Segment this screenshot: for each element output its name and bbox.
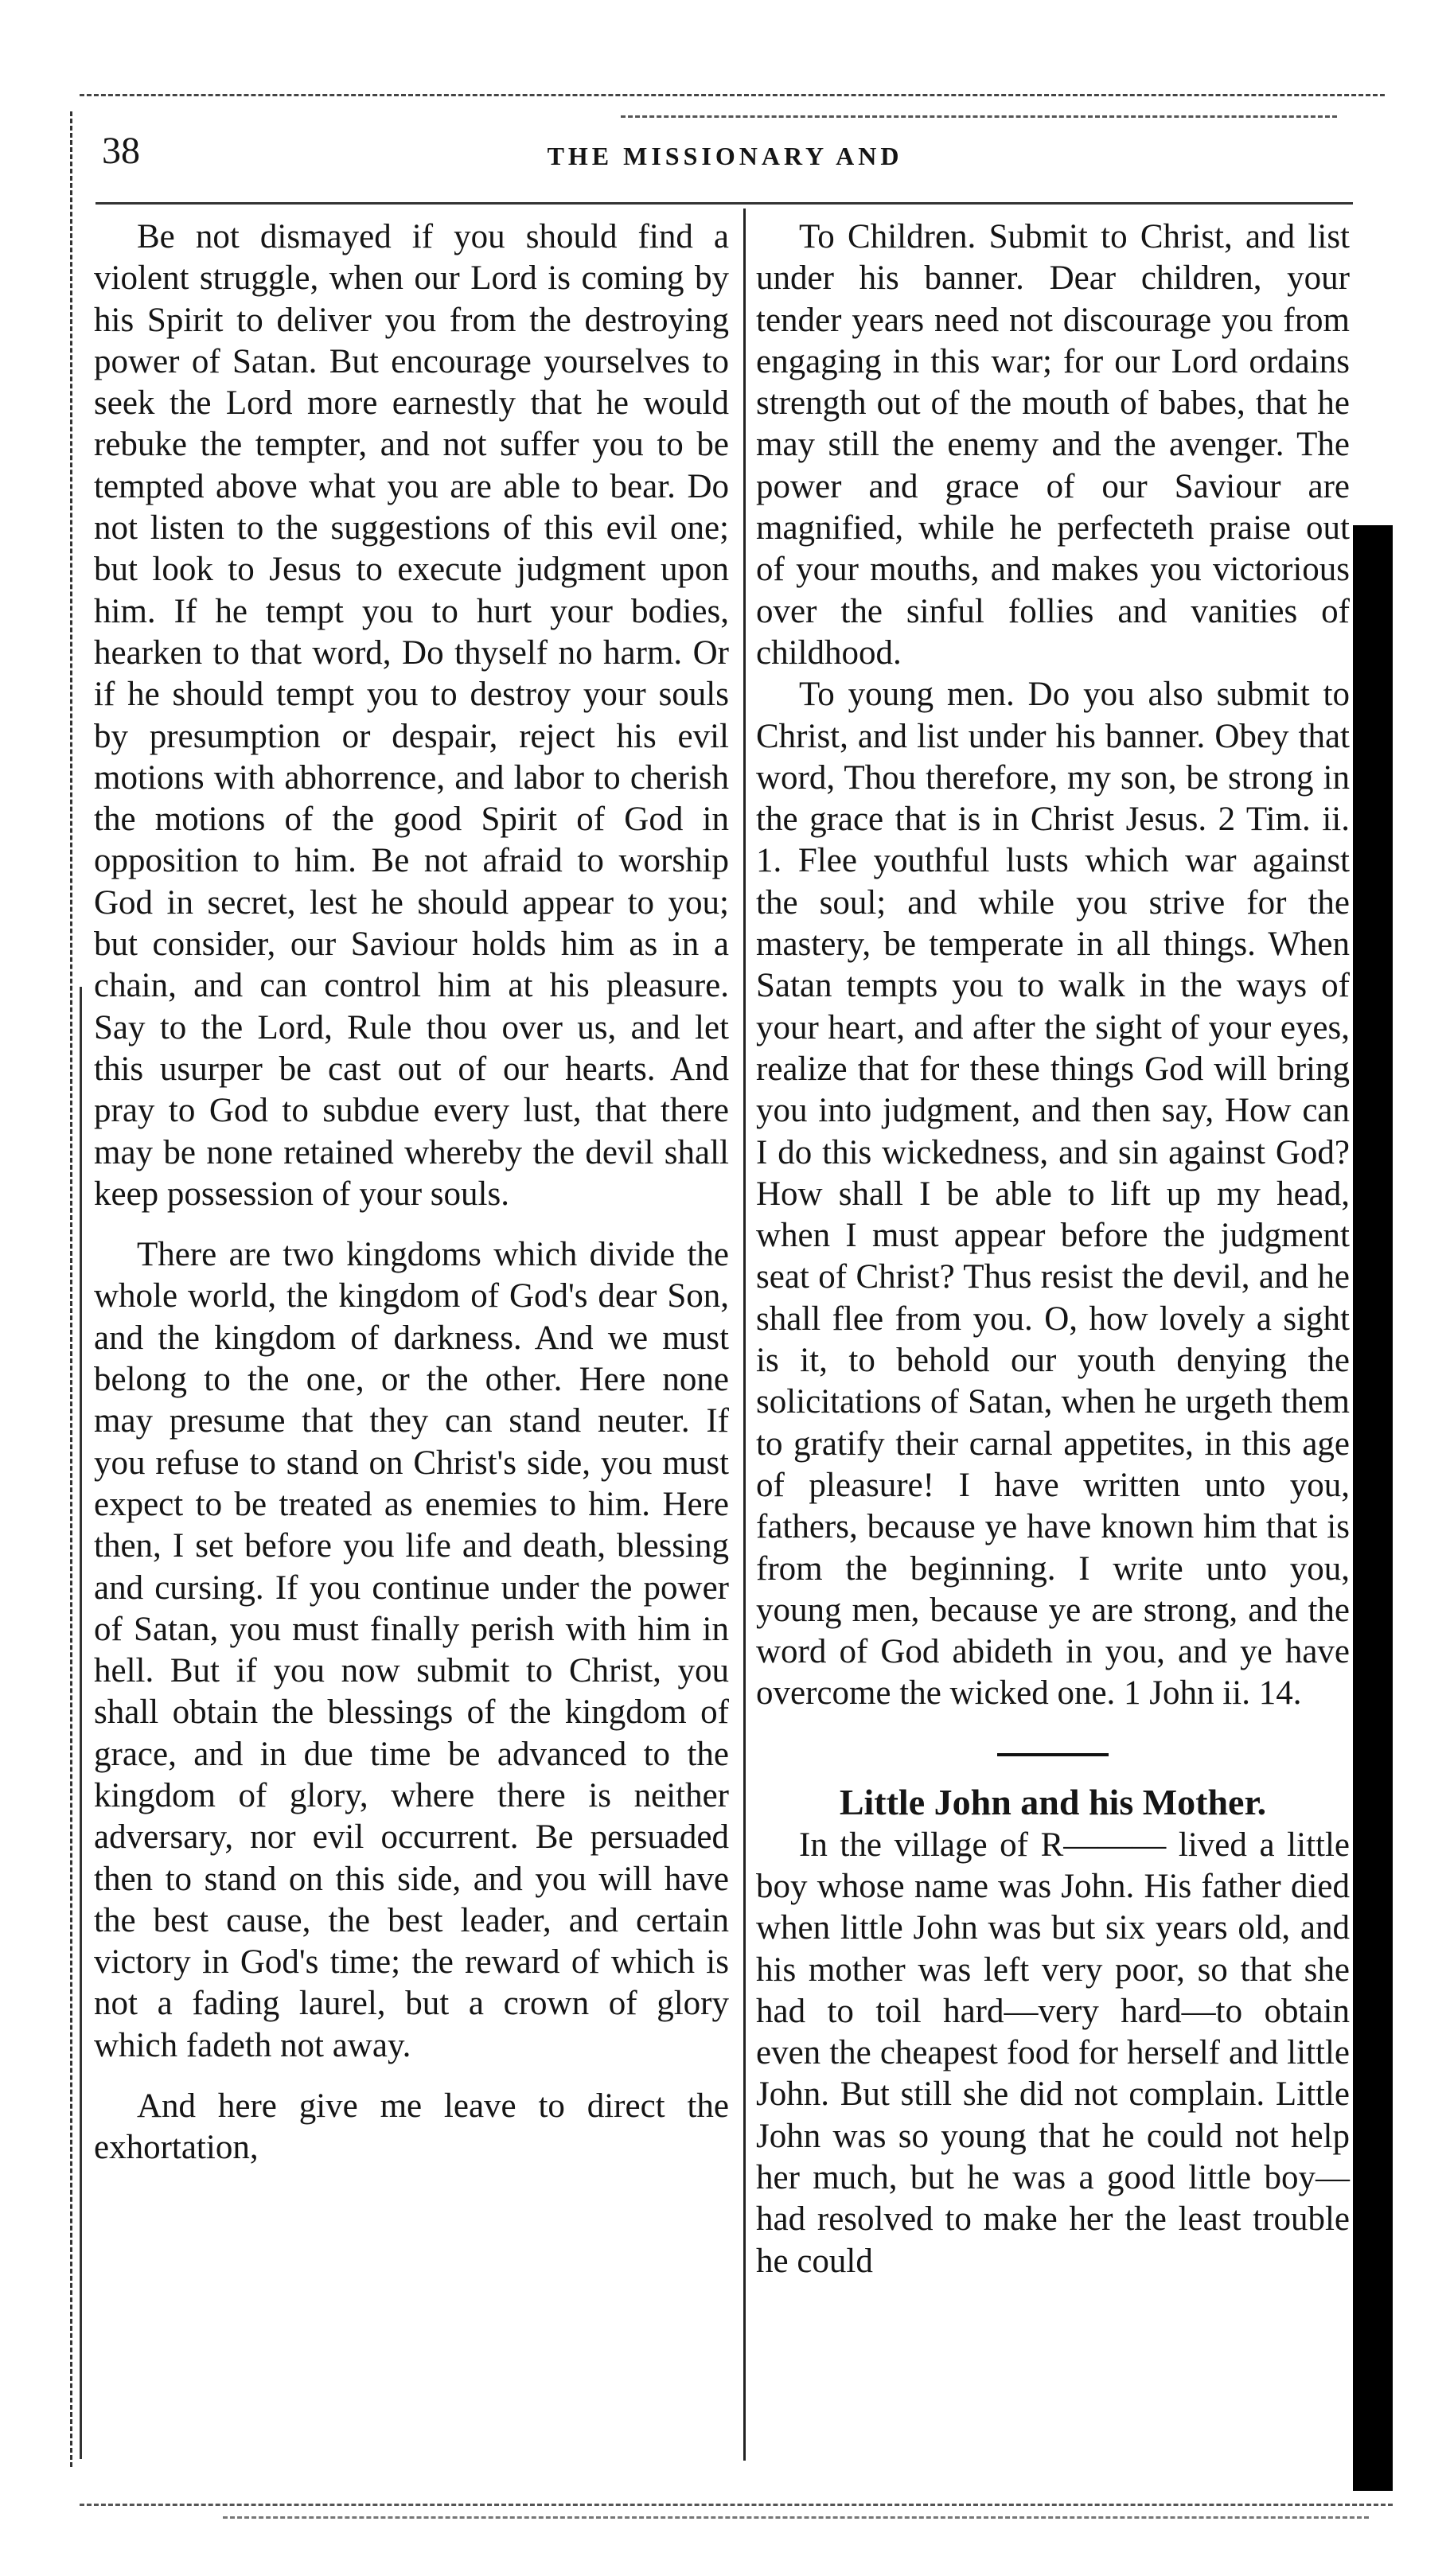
- paragraph: There are two kingdoms which divide the whole world, the kingdom of God's dear Son, and the kingdom of darkness. And we must belong to the one, or the other. Here none may presume that they can stand neuter. If you refuse to stand on Christ's side, you must expect to be treated as enemies to him. Here then, I set before you life and death, blessing and cursing. If you continue under the power of Satan, you must finally perish with him in hell. But if you now submit to Christ, you shall obtain the blessings of the kingdom of grace, and in due time be advanced to the kingdom of glory, where there is neither adversary, nor evil occurrent. Be persuaded then to stand on this side, and you will have the best cause, the best leader, and certain victory in God's time; the reward of which is not a fading laurel, but a crown of glory which fadeth not away.: [94, 1236, 729, 2064]
- right-column: [756, 216, 1350, 2282]
- left-margin-rule-secondary: [80, 987, 82, 2459]
- top-border-rule-secondary: [621, 115, 1337, 118]
- paragraph: To young men. Do you also submit to Christ, and list under his banner. Obey that word, Thou therefore, my son, be strong in the grace that is in Christ Jesus. 2 Tim. ii. 1. Flee youthful lusts which war against the soul; and while you strive for the mastery, be temperate in all things. When Satan tempts you to walk in the ways of your heart, and after the sight of your eyes, realize that for these things God will bring you into judgment, and then say, How can I do this wickedness, and sin against God? How shall I be able to lift up my head, when I must appear before the judgment seat of Christ? Thus resist the devil, and he shall flee from you. O, how lovely a sight is it, to behold our youth denying the solicitations of Satan, when he urgeth them to gratify their carnal appetites, in this age of pleasure! I have written unto you, fathers, because ye have known him that is from the beginning. I write unto you, young men, because ye are strong, and the word of God abideth in you, and ye have overcome the wicked one. 1 John ii. 14.: [756, 676, 1350, 1713]
- paragraph: Be not dismayed if you should find a violent struggle, when our Lord is coming by his Spirit to deliver you from the destroying power of Satan. But encourage yourselves to seek the Lord more earnestly that he would rebuke the tempter, and not suffer you to be tempted above what you are able to bear. Do not listen to the suggestions of this evil one; but look to Jesus to execute judgment upon him. If he tempt you to hurt your bodies, hearken to that word, Do thyself no harm. Or if he should tempt you to destroy your souls by presumption or despair, reject his evil motions with abhorrence, and labor to cherish the motions of the good Spirit of God in opposition to him. Be not afraid to worship God in secret, lest he should appear to you; but consider, our Saviour holds him as in a chain, and can control him at his pleasure. Say to the Lord, Rule thou over us, and let this usurper be cast out of our hearts. And pray to God to subdue every lust, that there may be none retained whereby the devil shall keep possession of your souls.: [94, 218, 729, 1213]
- left-margin-rule: [70, 111, 72, 2467]
- header-rule: [95, 202, 1353, 205]
- bottom-border-rule-secondary: [223, 2516, 1369, 2519]
- paragraph: In the village of R——— lived a little boy whose name was John. His father died when little John was but six years old, and his mother was left very poor, so that she had to toil hard—very hard—to obtain even the cheapest food for herself and little John. But still she did not complain. Little John was so young that he could not help her much, but he was a good little boy—had resolved to make her the least trouble he could: [756, 1826, 1350, 2280]
- paragraph: And here give me leave to direct the exhortation,: [94, 2087, 729, 2167]
- top-border-rule: [80, 94, 1385, 96]
- paragraph: To Children. Submit to Christ, and list under his banner. Dear children, your tender years need not discourage you from engaging in this war; for our Lord ordains strength out of the mouth of babes, that he may still the enemy and the avenger. The power and grace of our Saviour are magnified, while he perfecteth praise out of your mouths, and makes you victorious over the sinful follies and vanities of childhood.: [756, 218, 1350, 672]
- bottom-border-rule: [80, 2504, 1393, 2506]
- running-title: THE MISSIONARY AND: [547, 142, 903, 170]
- section-divider: [997, 1753, 1109, 1756]
- page-number: 38: [102, 130, 140, 172]
- section-title: Little John and his Mother.: [839, 1781, 1267, 1822]
- scan-shadow: [1353, 525, 1393, 2491]
- left-column: [94, 216, 729, 2169]
- column-divider: [743, 208, 746, 2461]
